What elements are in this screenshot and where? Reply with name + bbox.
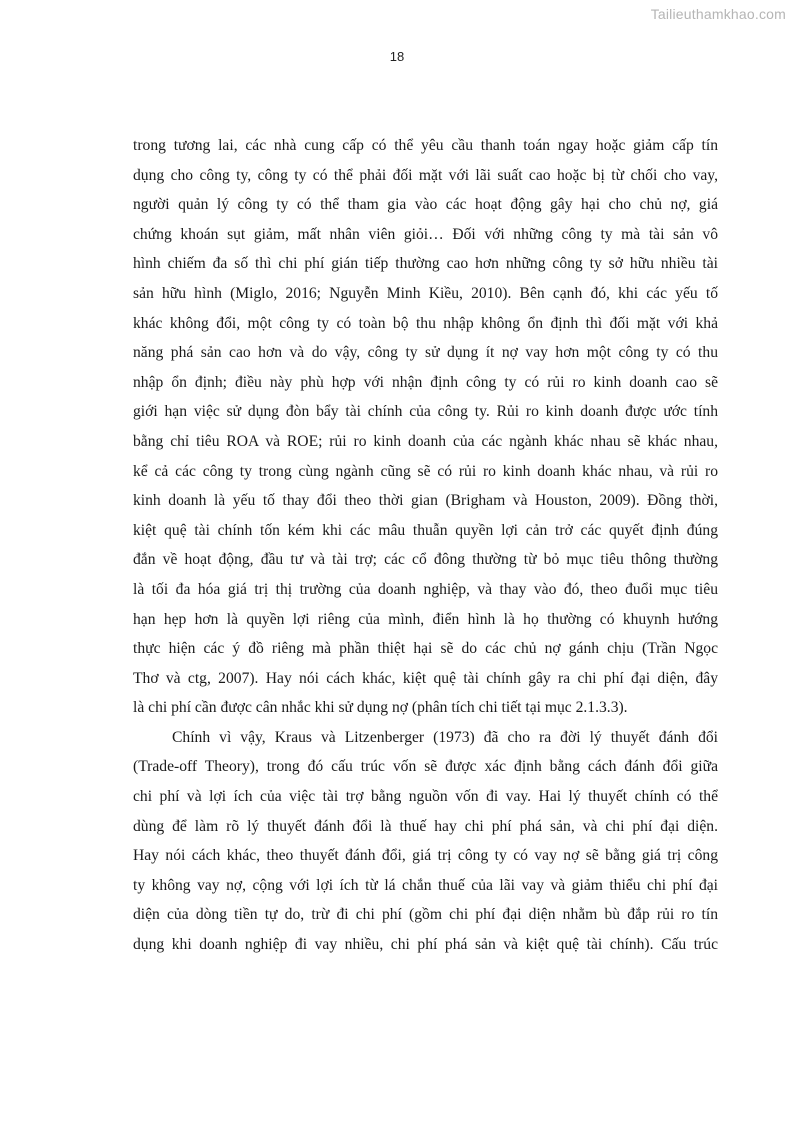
text-line: thực hiện các ý đồ riêng mà phần thiệt hại sẽ do các chủ nợ gánh chịu (Trần Ngọc [133,640,718,658]
text-line: hạn hẹp hơn là quyền lợi riêng của mình, điển hình là họ thường có khuynh hướng [133,610,718,628]
paragraph-1 [133,131,718,723]
text-line: kể cả các công ty trong cùng ngành cũng sẽ có rủi ro kinh doanh khác nhau, và rủi ro [133,462,718,480]
text-line: giới hạn việc sử dụng đòn bẩy tài chính của công ty. Rủi ro kinh doanh được ước tính [133,403,718,421]
text-line: kiệt quệ tài chính tốn kém khi các mâu thuẫn quyền lợi cản trở các quyết định đúng [133,521,718,539]
text-line: chi phí và lợi ích của việc tài trợ bằng nguồn vốn đi vay. Hai lý thuyết chính có thể [133,788,718,806]
document-body [133,131,718,960]
text-line: ty không vay nợ, cộng với lợi ích từ lá chắn thuế của lãi vay và giảm thiểu chi phí đại [133,876,718,894]
text-line: dụng khi doanh nghiệp đi vay nhiều, chi phí phá sản và kiệt quệ tài chính). Cấu trúc [133,936,718,954]
text-line: khác không đổi, một công ty có toàn bộ thu nhập không ổn định thì đối mặt với khả [133,314,718,332]
text-line: bằng chỉ tiêu ROA và ROE; rủi ro kinh doanh của các ngành khác nhau sẽ khác nhau, [133,432,718,450]
paragraph-2 [133,723,718,960]
text-line: kinh doanh là yếu tố thay đổi theo thời gian (Brigham và Houston, 2009). Đồng thời, [133,492,718,510]
text-line: sản hữu hình (Miglo, 2016; Nguyễn Minh Kiều, 2010). Bên cạnh đó, khi các yếu tố [133,284,718,302]
text-line: chứng khoán sụt giảm, mất nhân viên giỏi… Đối với những công ty mà tài sản vô [133,225,718,243]
text-line: người quản lý công ty có thể tham gia vào các hoạt động gây hại cho chủ nợ, giá [133,196,718,214]
text-line: Hay nói cách khác, theo thuyết đánh đổi, giá trị công ty có vay nợ sẽ bằng giá trị công [133,847,718,865]
text-line: nhập ổn định; điều này phù hợp với nhận định công ty có rủi ro kinh doanh cao sẽ [133,373,718,391]
text-line: diện của dòng tiền tự do, trừ đi chi phí (gồm chi phí đại diện nhằm bù đắp rủi ro tín [133,906,718,924]
text-line: Thơ và ctg, 2007). Hay nói cách khác, kiệt quệ tài chính gây ra chi phí đại diện, đây [133,669,718,687]
watermark-text: Tailieuthamkhao.com [650,6,786,22]
text-line: là chi phí cần được cân nhắc khi sử dụng nợ (phân tích chi tiết tại mục 2.1.3.3). [133,699,628,717]
page-number: 18 [389,49,405,64]
text-line: hình chiếm đa số thì chi phí gián tiếp thường cao hơn những công ty sở hữu nhiều tài [133,255,718,273]
text-line: dùng để làm rõ lý thuyết đánh đổi là thuế hay chi phí phá sản, và chi phí đại diện. [133,817,718,835]
text-line: đắn về hoạt động, đầu tư và tài trợ; các cổ đông thường từ bỏ mục tiêu thông thường [133,551,718,569]
text-line: (Trade-off Theory), trong đó cấu trúc vốn sẽ được xác định bằng cách đánh đổi giữa [133,758,718,776]
text-line: năng phá sản cao hơn và do vậy, công ty sử dụng ít nợ vay hơn một công ty có thu [133,344,718,362]
text-line: dụng cho công ty, công ty có thể phải đối mặt với lãi suất cao hoặc bị từ chối cho vay, [133,166,718,184]
text-line: Chính vì vậy, Kraus và Litzenberger (1973) đã cho ra đời lý thuyết đánh đổi [172,728,718,746]
text-line: là tối đa hóa giá trị thị trường của doanh nghiệp, và thay vào đó, theo đuổi mục tiêu [133,580,718,598]
text-line: trong tương lai, các nhà cung cấp có thể yêu cầu thanh toán ngay hoặc giảm cấp tín [133,137,718,154]
